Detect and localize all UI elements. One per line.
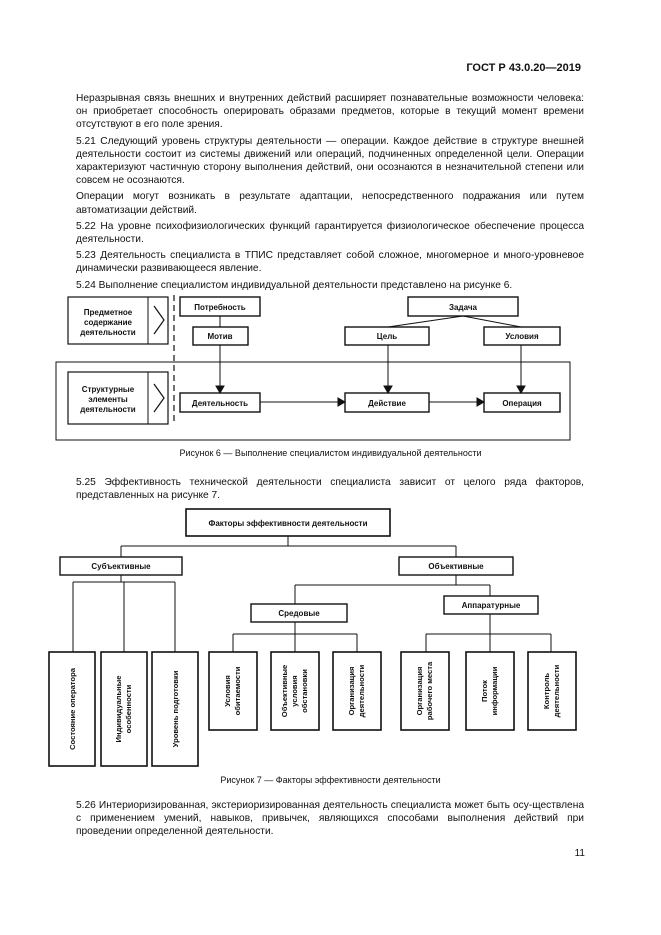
need-label: Потребность <box>194 303 246 312</box>
page-number: 11 <box>574 848 585 859</box>
paragraph: 5.21 Следующий уровень структуры деятельности — операции. Каждое действие в структуре внешней деятельности состоит из системы движений или операций, подчиненных определенной цели. Операции характеризуют частичную сторону выполнения действий, они осознаются в незначительной степени или совсем не осознаются. <box>76 135 584 187</box>
leaf-operator-state: Состояние оператора <box>68 668 77 750</box>
structure-label-3: деятельности <box>80 405 136 414</box>
leaf-individual-1: Индивидуальные <box>114 675 123 743</box>
structure-frame <box>56 362 570 440</box>
operation-label: Операция <box>502 399 542 408</box>
environmental-label: Средовые <box>278 609 320 618</box>
leaf-info-flow-1: Поток <box>480 680 489 702</box>
paragraph: 5.23 Деятельность специалиста в ТПИС представляет собой сложное, многомерное и много-уровневое динамически развивающееся явление. <box>76 250 584 275</box>
paragraph: 5.25 Эффективность технической деятельности специалиста зависит от целого ряда факторов, представленных на рисунке 7. <box>76 477 584 502</box>
content-label-1: Предметное <box>83 308 133 317</box>
objective-label: Объективные <box>428 562 484 571</box>
action-label: Действие <box>368 399 406 408</box>
structure-label-1: Структурные <box>81 385 135 394</box>
leaf-objective-conditions-1: Объективные <box>280 664 289 718</box>
content-label-3: деятельности <box>80 328 136 337</box>
paragraph: 5.24 Выполнение специалистом индивидуальной деятельности представлено на рисунке 6. <box>76 279 513 291</box>
leaf-workplace-2: рабочего места <box>425 661 434 721</box>
standard-header: ГОСТ Р 43.0.20—2019 <box>466 62 581 74</box>
subjective-label: Субъективные <box>91 562 151 571</box>
hardware-label: Аппаратурные <box>461 601 521 610</box>
body-text-mid <box>76 476 584 505</box>
motive-label: Мотив <box>207 332 233 341</box>
goal-label: Цель <box>376 332 398 341</box>
figure-6-labels <box>80 303 542 414</box>
leaf-individual-2: особенности <box>124 684 133 734</box>
figure-6-caption: Рисунок 6 — Выполнение специалистом индивидуальной деятельности <box>179 448 482 458</box>
leaf-info-flow-2: информации <box>490 666 499 716</box>
leaf-objective-conditions-3: обстановки <box>300 669 309 713</box>
leaf-org-activity-1: Организация <box>347 666 356 716</box>
leaf-habitability-2: обитаемости <box>233 666 242 716</box>
figure-6 <box>56 295 570 440</box>
leaf-workplace-1: Организация <box>415 666 424 716</box>
leaf-control-1: Контроль <box>542 672 551 710</box>
leaf-objective-conditions-2: условия <box>290 675 299 707</box>
structure-label-2: элементы <box>88 395 128 404</box>
root-label: Факторы эффективности деятельности <box>208 519 368 528</box>
paragraph: 5.22 На уровне психофизиологических функций гарантируется физиологическое обеспечение процесса деятельности. <box>76 220 584 246</box>
task-label: Задача <box>449 303 477 312</box>
conditions-label: Условия <box>505 332 539 341</box>
paragraph: Неразрывная связь внешних и внутренних действий расширяет познавательные возможности человека: он приобретает способность оперировать образами предметов, которые в текущий момент времени отсутствуют в его поле зрения. <box>76 93 584 131</box>
leaf-training: Уровень подготовки <box>171 670 180 748</box>
leaf-habitability-1: Условия <box>223 675 232 707</box>
figure-7-caption: Рисунок 7 — Факторы эффективности деятельности <box>220 775 441 785</box>
content-label-2: содержание <box>84 318 132 327</box>
paragraph: Операции могут возникать в результате адаптации, непосредственного подражания или путем автоматизации действий. <box>76 191 584 216</box>
leaf-org-activity-2: деятельности <box>357 664 366 718</box>
leaf-control-2: деятельности <box>552 664 561 718</box>
activity-label: Деятельность <box>191 399 249 408</box>
paragraph: 5.26 Интериоризированная, экстериоризированная деятельность специалиста может быть осу-ществлена с применением умений, навыков, привычек, являющихся способами выполнения действий при проведении определенной деятельности. <box>76 800 584 838</box>
body-text-bottom <box>76 799 584 842</box>
